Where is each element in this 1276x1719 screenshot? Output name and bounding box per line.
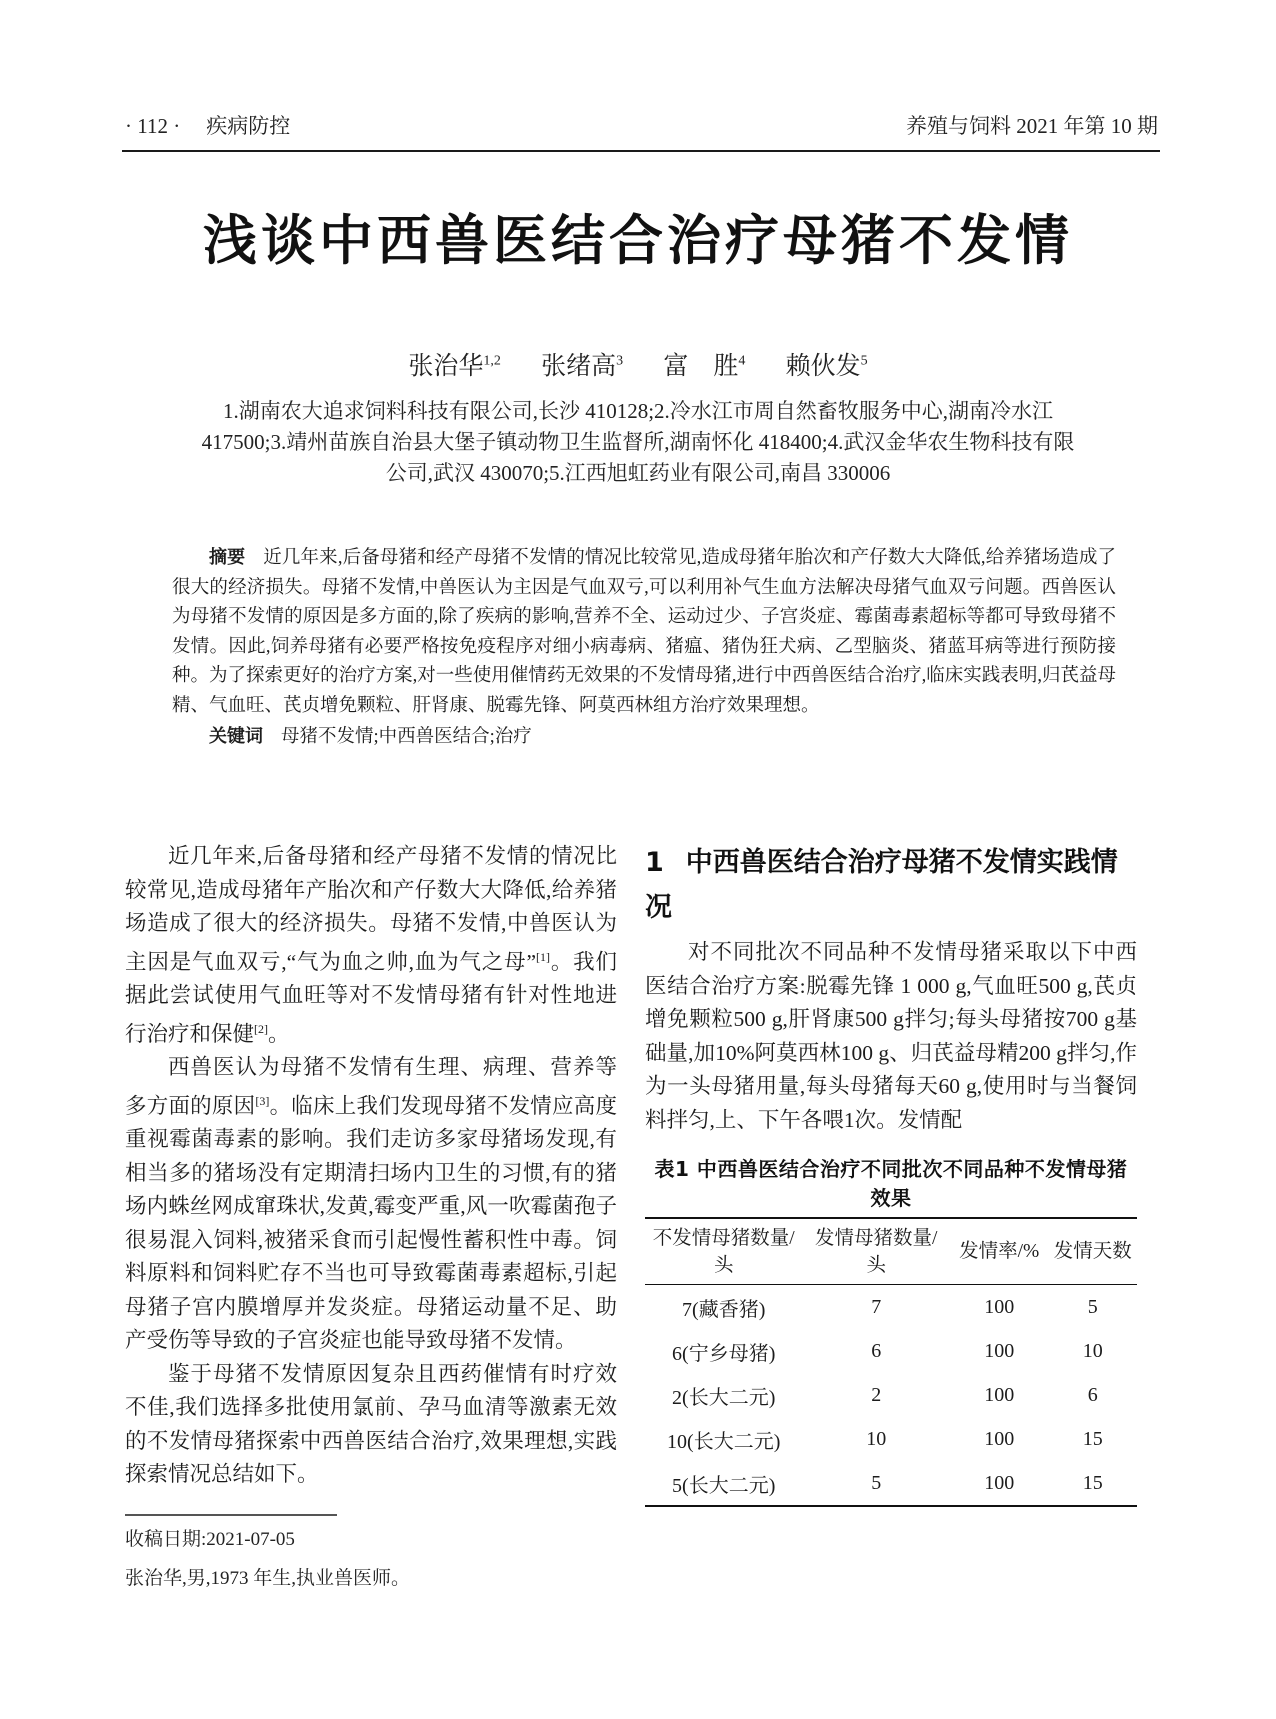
table-cell: 5 (871, 1471, 882, 1494)
reference-marker: [2] (254, 1021, 269, 1036)
table-header-row (645, 1219, 1137, 1285)
body-paragraph: 近几年来,后备母猪和经产母猪不发情的情况比较常见,造成母猪年产胎次和产仔数大大降低,给养猪场造成了很大的经济损失。母猪不发情,中兽医认为主因是气血双亏,“气为血之帅,血为气之母”[1]。我们据此尝试使用气血旺等对不发情母猪有针对性地进行治疗和保健[2]。 (125, 844, 617, 1046)
affiliation-line: 417500;3.靖州苗族自治县大堡子镇动物卫生监督所,湖南怀化 418400;4.武汉金华农生物科技有限 (201, 430, 1075, 454)
table-row (645, 1329, 1137, 1373)
right-column (645, 840, 1137, 1507)
author-line (0, 346, 1276, 382)
reference-marker: [3] (255, 1093, 270, 1108)
table-cell: 10(长大二元) (667, 1430, 781, 1453)
author-name: 富 胜 (663, 353, 739, 380)
author (541, 353, 623, 380)
table-cell: 10 (866, 1427, 887, 1450)
table-cell: 15 (1082, 1427, 1103, 1450)
header-divider (122, 150, 1160, 152)
page-number: · 112 · (125, 114, 181, 138)
keywords-line (172, 722, 1116, 753)
body-paragraph: 西兽医认为母猪不发情有生理、病理、营养等多方面的原因[3]。临床上我们发现母猪不发情应高度重视霉菌毒素的影响。我们走访多家母猪场发现,有相当多的猪场没有定期清扫场内卫生的习惯,有的猪场内蛛丝网成窜珠状,发黄,霉变严重,风一吹霉菌孢子很易混入饲料,被猪采食而引起慢性蓄积性中毒。饲料原料和饲料贮存不当也可导致霉菌毒素超标,引起母猪子宫内膜增厚并发炎症。母猪运动量不足、助产受伤等导致的子宫炎症也能导致母猪不发情。 (125, 1055, 617, 1353)
author-affiliation-marker: 1,2 (483, 353, 501, 369)
table-cell: 100 (984, 1295, 1015, 1318)
affiliation-line: 1.湖南农大追求饲料科技有限公司,长沙 410128;2.冷水江市周自然畜牧服务中心,湖南冷水江 (222, 399, 1054, 423)
article-title: 浅谈中西兽医结合治疗母猪不发情 (203, 209, 1073, 272)
received-date: 收稿日期:2021-07-05 (125, 1529, 295, 1550)
table-cell: 100 (984, 1383, 1015, 1406)
left-column (125, 840, 617, 1492)
table-cell: 6 (871, 1339, 882, 1362)
table-header-cell: 发情率/% (959, 1241, 1040, 1262)
reference-marker: [1] (536, 949, 551, 964)
table-row (645, 1285, 1137, 1329)
table-cell: 2 (871, 1383, 882, 1406)
keywords-text: 母猪不发情;中西兽医结合;治疗 (281, 727, 532, 747)
table-cell: 7 (871, 1295, 882, 1318)
author (663, 353, 745, 380)
author-name: 张治华 (408, 353, 484, 380)
section-title: 中西兽医结合治疗母猪不发情实践情况 (645, 847, 1118, 923)
table-cell: 5 (1087, 1295, 1098, 1318)
table-cell: 100 (984, 1339, 1015, 1362)
abstract-paragraph (172, 543, 1116, 721)
keywords-label: 关键词 (209, 726, 263, 747)
affiliations (118, 396, 1158, 489)
abstract-text: 近几年来,后备母猪和经产母猪不发情的情况比较常见,造成母猪年胎次和产仔数大大降低,给养猪场造成了很大的经济损失。母猪不发情,中兽医认为主因是气血双亏,可以利用补气生血方法解决母猪气血双亏问题。西兽医认为母猪不发情的原因是多方面的,除了疾病的影响,营养不全、运动过少、子宫炎症、霉菌毒素超标等都可导致母猪不发情。因此,饲养母猪有必要严格按免疫程序对细小病毒病、猪瘟、猪伪狂犬病、乙型脑炎、猪蓝耳病等进行预防接种。为了探索更好的治疗方案,对一些使用催情药无效果的不发情母猪,进行中西兽医结合治疗,临床实践表明,归芪益母精、气血旺、芪贞增免颗粒、肝肾康、脱霉先锋、阿莫西林组方治疗效果理想。 (172, 548, 1116, 716)
footnote (125, 1514, 617, 1594)
running-head-left (125, 110, 290, 140)
table-header-cell: 发情天数 (1053, 1241, 1132, 1262)
table-cell: 15 (1082, 1471, 1103, 1494)
author-affiliation-marker: 4 (738, 353, 746, 369)
table-header-cell: 发情母猪数量/头 (815, 1227, 938, 1276)
table-cell: 5(长大二元) (672, 1474, 776, 1497)
author (786, 353, 868, 380)
table-row (645, 1417, 1137, 1461)
author-affiliation-marker: 5 (860, 353, 868, 369)
running-head (125, 110, 1158, 140)
body-paragraph: 鉴于母猪不发情原因复杂且西药催情有时疗效不佳,我们选择多批使用氯前、孕马血清等激素无效的不发情母猪探索中西兽医结合治疗,效果理想,实践探索情况总结如下。 (125, 1361, 617, 1487)
table-row (645, 1373, 1137, 1417)
table-row (645, 1461, 1137, 1505)
table-cell: 2(长大二元) (672, 1386, 776, 1409)
table-cell: 10 (1082, 1339, 1103, 1362)
author (408, 353, 501, 380)
table-cell: 6 (1087, 1383, 1098, 1406)
table-cell: 7(藏香猪) (682, 1298, 766, 1321)
table-cell: 100 (984, 1427, 1015, 1450)
body-paragraph: 对不同批次不同品种不发情母猪采取以下中西医结合治疗方案:脱霉先锋 1 000 g,气血旺500 g,芪贞增免颗粒500 g,肝肾康500 g拌匀;每头母猪按700 g基础量,加10%阿莫西林100 g、归芪益母精200 g拌匀,作为一头母猪用量,每头母猪每天60 g,使用时与当餐饲料拌匀,上、下午各喂1次。发情配 (645, 940, 1137, 1132)
affiliation-line: 公司,武汉 430070;5.江西旭虹药业有限公司,南昌 330006 (385, 461, 891, 485)
abstract-label: 摘要 (209, 547, 246, 568)
table-cell: 6(宁乡母猪) (672, 1342, 776, 1365)
section-heading (645, 840, 1137, 930)
author-affiliation-marker: 3 (616, 353, 624, 369)
table-header-cell: 不发情母猪数量/头 (652, 1227, 795, 1276)
table-cell: 100 (984, 1471, 1015, 1494)
author-bio: 张治华,男,1973 年生,执业兽医师。 (125, 1568, 411, 1589)
footnote-divider (125, 1514, 337, 1516)
author-name: 赖伙发 (785, 353, 861, 380)
table-body (645, 1285, 1137, 1505)
results-table (645, 1217, 1137, 1507)
author-name: 张绪高 (541, 353, 617, 380)
section-label: 疾病防控 (206, 114, 291, 138)
table-caption: 表1 中西兽医结合治疗不同批次不同品种不发情母猪效果 (654, 1157, 1128, 1210)
journal-issue: 养殖与饲料 2021 年第 10 期 (906, 114, 1158, 138)
abstract-block (172, 543, 1116, 753)
section-number: 1 (645, 847, 664, 878)
